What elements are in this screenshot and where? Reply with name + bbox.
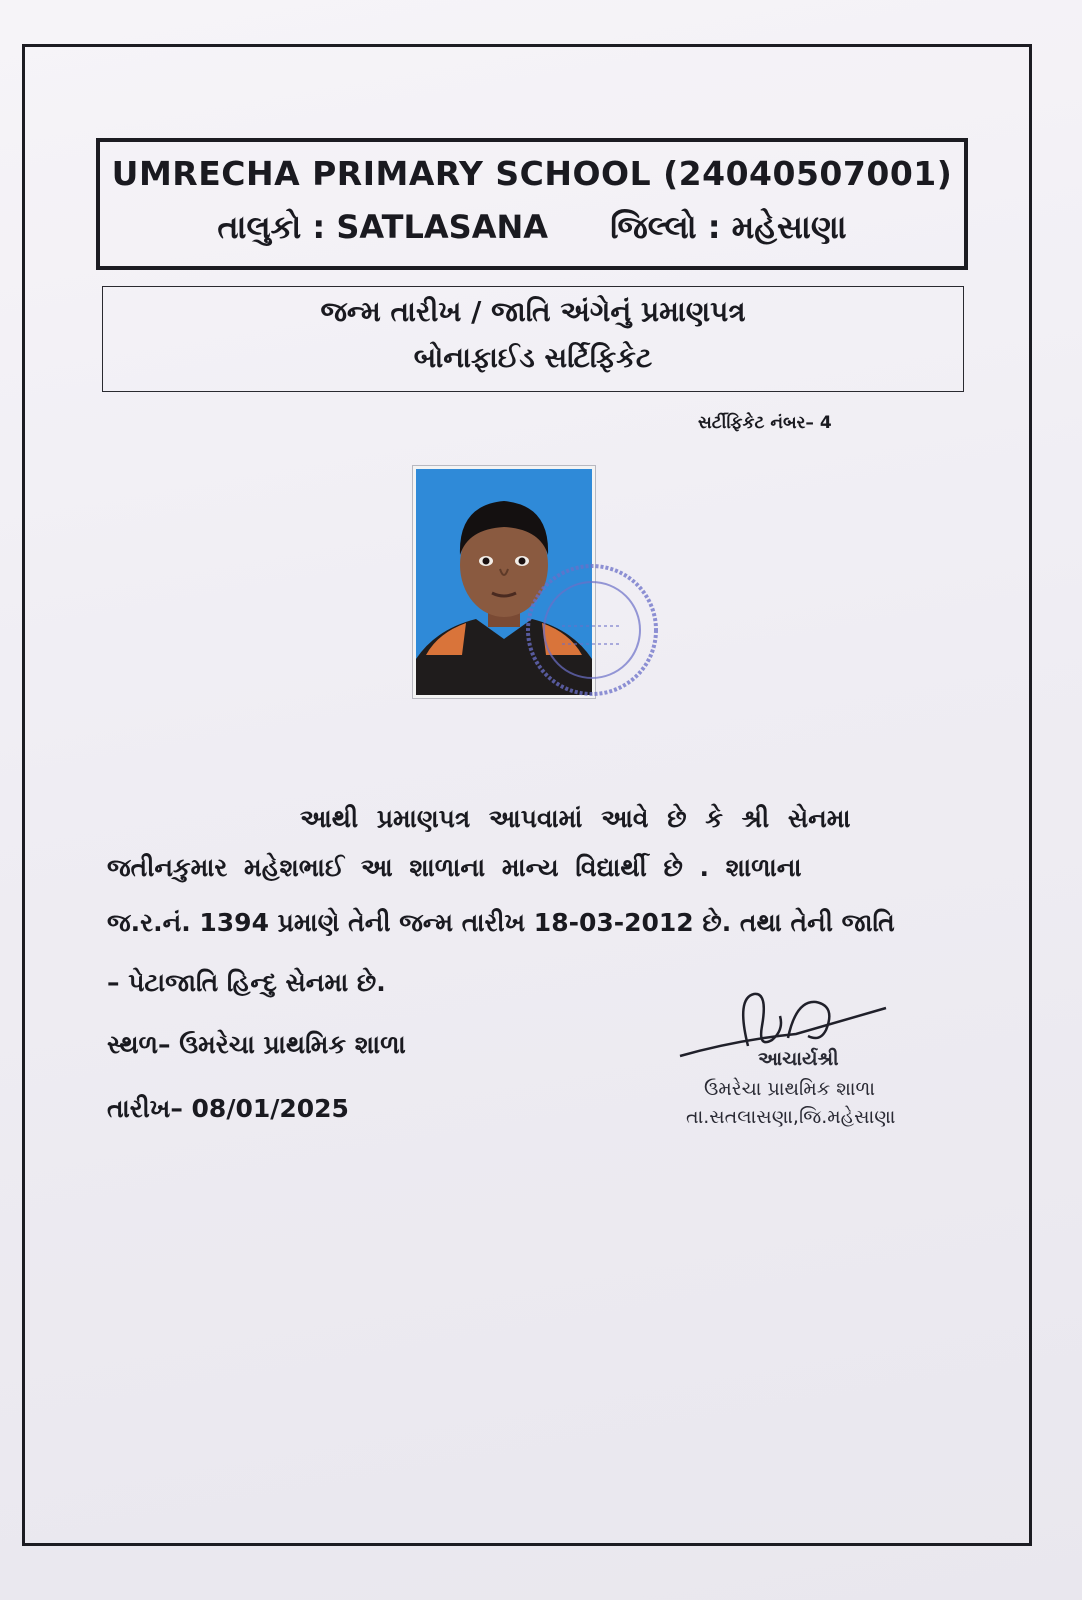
date-line: તારીખ– 08/01/2025	[107, 1094, 349, 1123]
body-line-1: આથી પ્રમાણપત્ર આપવામાં આવે છે કે શ્રી સેનમા	[300, 804, 851, 833]
district-label: જિલ્લો : મહેસાણા	[610, 208, 847, 246]
principal-location: તા.સતલાસણા,જિ.મહેસાણા	[686, 1106, 896, 1128]
certificate-title: જન્મ તારીખ / જાતિ અંગેનું પ્રમાણપત્ર	[320, 295, 746, 328]
school-seal	[522, 560, 662, 700]
school-name: UMRECHA PRIMARY SCHOOL (24040507001)	[111, 154, 953, 193]
certificate-number: સર્ટીફિકેટ નંબર– 4	[698, 413, 832, 433]
body-line-4: – પેટાજાતિ હિન્દુ સેનમા છે.	[107, 968, 386, 997]
certificate-subtitle: બોનાફાઈડ સર્ટિફિકેટ	[413, 341, 653, 374]
school-header-box	[96, 138, 968, 270]
taluka-label: તાલુકો : SATLASANA	[217, 208, 549, 246]
taluka-district-line	[100, 208, 964, 247]
principal-school: ઉમરેચા પ્રાથમિક શાળા	[704, 1078, 875, 1100]
certificate-title-box	[102, 286, 964, 392]
body-line-3: જ.ર.નં. 1394 પ્રમાણે તેની જન્મ તારીખ 18-03-2012 છે. તથા તેની જાતિ	[107, 908, 895, 937]
body-line-2: જતીનકુમાર મહેશભાઈ આ શાળાના માન્ય વિદ્યાર્થી છે . શાળાના	[107, 853, 802, 882]
place-line: સ્થળ– ઉમરેચા પ્રાથમિક શાળા	[107, 1030, 406, 1059]
principal-title: આચાર્યશ્રી	[758, 1048, 839, 1070]
